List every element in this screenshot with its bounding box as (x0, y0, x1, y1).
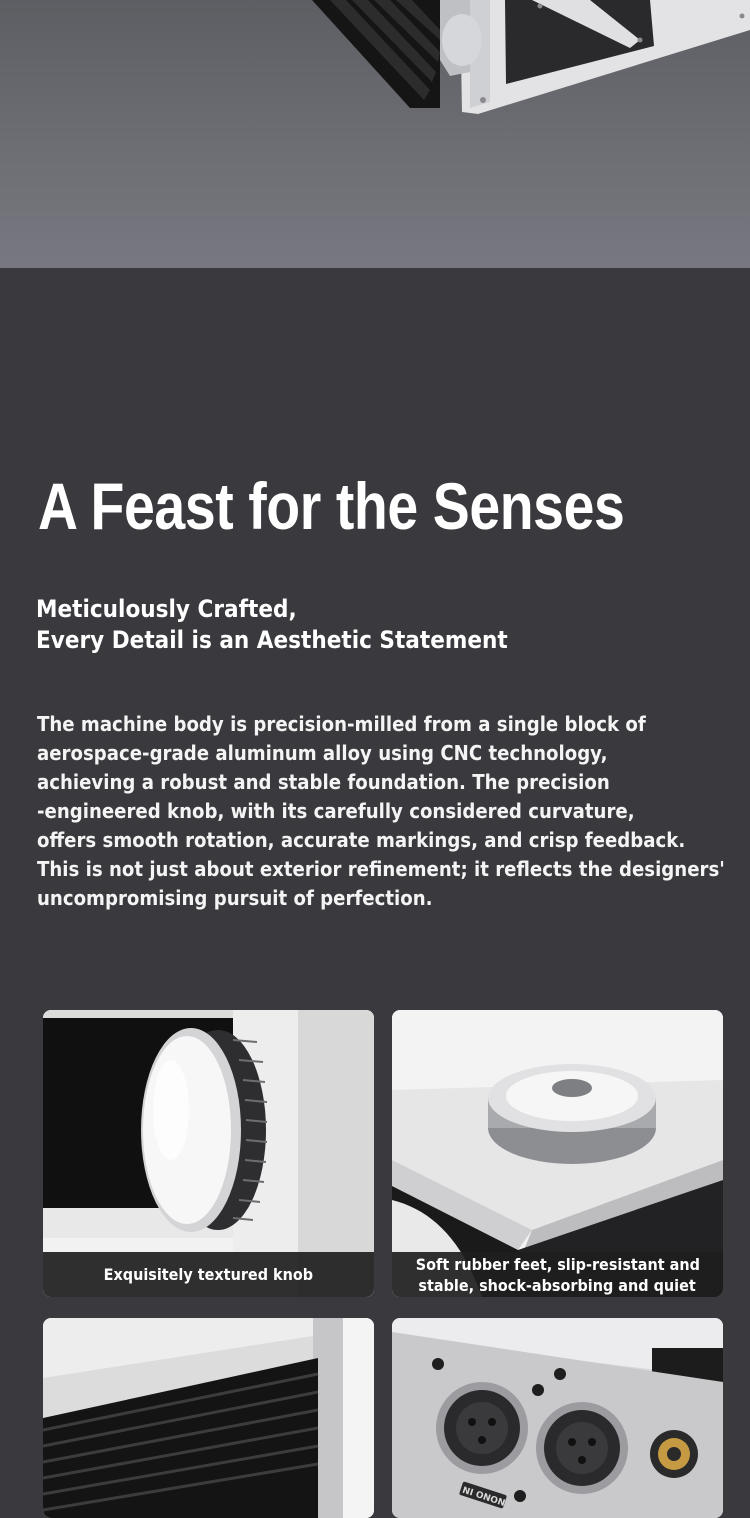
heatsink-fins (312, 0, 440, 108)
caption-line: Soft rubber feet, slip-resistant and (415, 1254, 700, 1274)
feature-card-rear-panel (392, 1318, 723, 1518)
hero-product-image (0, 0, 750, 268)
subheadline-line-1: Meticulously Crafted, (36, 595, 297, 623)
description-line: The machine body is precision-milled from a single block of (37, 712, 646, 736)
heatsink-photo-icon (43, 1318, 374, 1518)
rear-panel-marking: NI ONON (460, 1485, 507, 1509)
caption-line: stable, shock-absorbing and quiet (418, 1275, 697, 1295)
feature-card-rubber-feet (392, 1010, 723, 1297)
description-line: aerospace-grade aluminum alloy using CNC technology, (37, 741, 608, 765)
feature-card-knob (43, 1010, 374, 1297)
description-line: This is not just about exterior refinement; it reflects the designers' (37, 857, 725, 881)
rear-panel-photo-icon (392, 1318, 723, 1518)
feature-card-heatsink (43, 1318, 374, 1518)
amplifier-chassis-illustration (0, 0, 750, 268)
aluminum-frame (440, 0, 750, 114)
description-line: offers smooth rotation, accurate markings, and crisp feedback. (37, 828, 686, 852)
description-line: uncompromising pursuit of perfection. (37, 886, 433, 910)
description-line: achieving a robust and stable foundation. The precision (37, 770, 610, 794)
subheadline-line-2: Every Detail is an Aesthetic Statement (36, 626, 508, 654)
rubber-feet-caption (392, 1252, 723, 1297)
description-line: -engineered knob, with its carefully considered curvature, (37, 799, 635, 823)
section-subheadline (36, 594, 508, 656)
description-paragraph (37, 710, 725, 913)
section-headline: A Feast for the Senses (38, 469, 625, 543)
knob-caption (43, 1252, 374, 1297)
caption-line: Exquisitely textured knob (103, 1265, 314, 1284)
